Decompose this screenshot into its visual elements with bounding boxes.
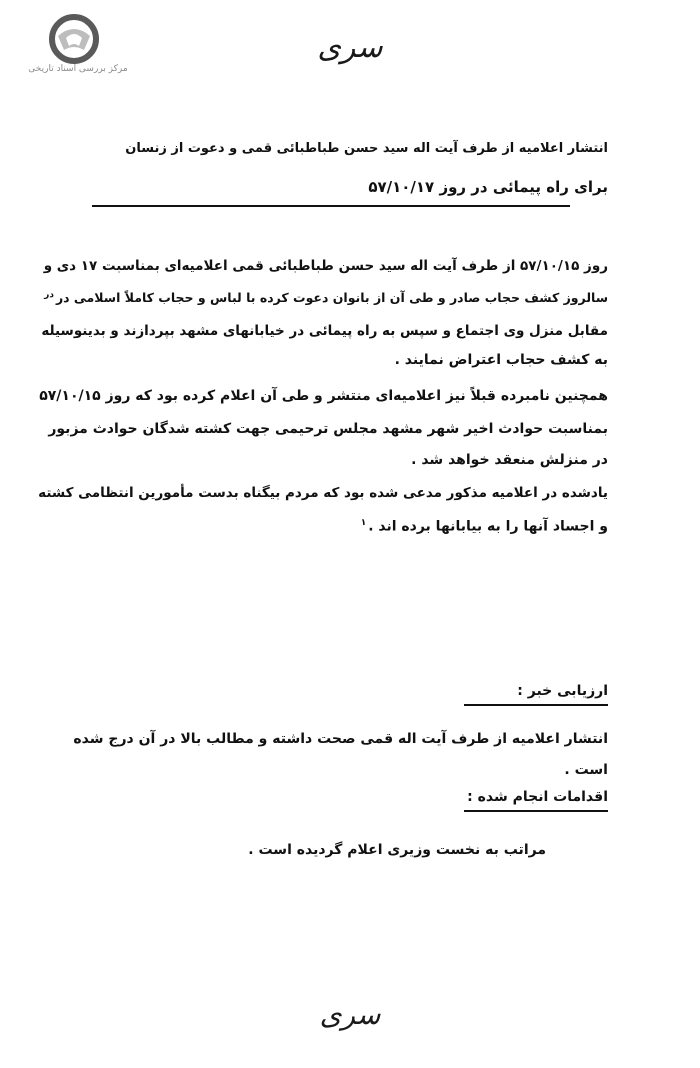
paragraph-3-footnote-mark: ۱ xyxy=(360,518,367,528)
assessment-line-1: انتشار اعلامیه از طرف آیت اله قمی صحت داشته و مطالب بالا در آن درج شده xyxy=(73,731,608,747)
archive-logo-caption: مرکز بررسی اسناد تاریخی xyxy=(28,64,128,74)
paragraph-3-line-2-text: و اجساد آنها را به بیابانها برده اند . xyxy=(368,518,608,535)
paragraph-1-line-4: به کشف حجاب اعتراض نمایند . xyxy=(394,352,608,368)
paragraph-2-line-3: در منزلش منعقد خواهد شد . xyxy=(411,452,608,468)
document-title-line-1: انتشار اعلامیه از طرف آیت اله سید حسن طباطبائی قمی و دعوت از زنسان xyxy=(125,141,608,156)
actions-heading: اقدامات انجام شده : xyxy=(467,789,608,805)
paragraph-1-line-3: مقابل منزل وی اجتماع و سپس به راه پیمائی در خیابانهای مشهد بپردازند و بدینوسیله xyxy=(41,323,608,339)
paragraph-1-line-2 xyxy=(28,290,608,305)
actions-heading-underline xyxy=(464,810,608,812)
archive-logo-icon xyxy=(44,14,104,64)
paragraph-2-line-1: همچنین نامبرده قبلاً نیز اعلامیه‌ای منتشر و طی آن اعلام کرده بود که روز ۵۷/۱۰/۱۵ xyxy=(39,388,608,404)
document-title-line-2: برای راه پیمائی در روز ۵۷/۱۰/۱۷ xyxy=(368,178,608,196)
assessment-line-2: است . xyxy=(564,762,608,778)
title-underline xyxy=(92,205,570,207)
assessment-heading-underline xyxy=(464,704,608,706)
classification-stamp-bottom: سری xyxy=(319,998,381,1031)
actions-text: مراتب به نخست وزیری اعلام گردیده است . xyxy=(248,842,546,858)
paragraph-1-line-1: روز ۵۷/۱۰/۱۵ از طرف آیت اله سید حسن طباطبائی قمی اعلامیه‌ای بمناسبت ۱۷ دی و xyxy=(43,258,608,274)
paragraph-1-superscript: در xyxy=(44,290,54,300)
classification-stamp-top: سری xyxy=(317,30,383,65)
assessment-heading: ارزیابی خبر : xyxy=(517,683,608,699)
paragraph-3-line-2 xyxy=(28,518,608,535)
paragraph-2-line-2: بمناسبت حوادث اخیر شهر مشهد مجلس ترحیمی جهت کشته شدگان حوادث مزبور xyxy=(48,421,608,437)
paragraph-1-line-2-text: سالروز کشف حجاب صادر و طی آن از بانوان دعوت کرده با لباس و حجاب کاملاً اسلامی در xyxy=(55,290,608,306)
paragraph-3-line-1: یادشده در اعلامیه مذکور مدعی شده بود که مردم بیگناه بدست مأمورین انتظامی کشته xyxy=(38,485,608,501)
